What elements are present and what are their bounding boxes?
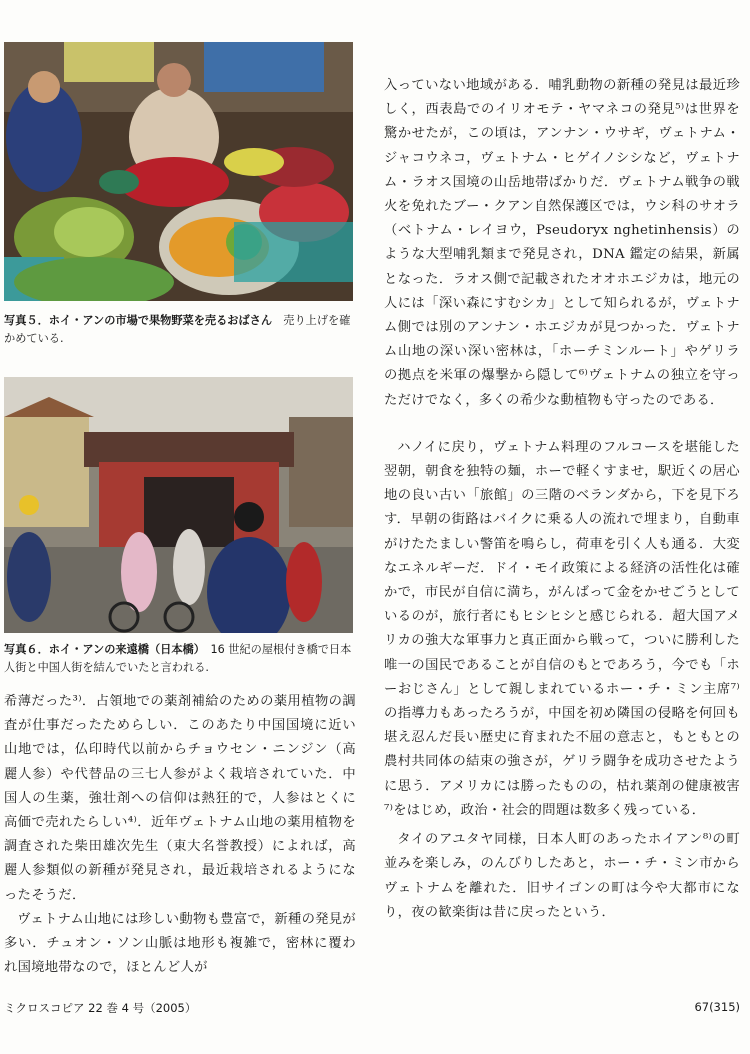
paragraph: 希薄だった³⁾．占領地での薬剤補給のための薬用植物の調査が仕事だったためらしい．このあたり中国国境に近い山地では，仏印時代以前からチョウセン・ニンジン（高麗人参）や代替品の三七人参がよく栽培されていた．中国人の生薬，強壮剤への信仰は熱狂的で，人参はとくに高価で売れたらしい⁴⁾．近年ヴェトナム山地の薬用植物を調査された柴田雄次先生（東大名誉教授）によれば，高麗人参類似の新種が発見され，最近栽培されるようになったそうだ．	[4, 694, 356, 903]
page-number: 67(315)	[694, 1000, 740, 1014]
photo5-caption-label: 写真５．ホイ・アンの市場で果物野菜を売るおばさん	[4, 314, 273, 327]
paragraph: ハノイに戻り，ヴェトナム料理のフルコースを堪能した翌朝，朝食を独特の麺，ホーで軽くすませ，駅近くの居心地の良い古い「旅館」の三階のベランダから，下を見下ろす．早朝の街路はバイクに乗る人の流れで埋まり，自動車がけたたましい警笛を鳴らし，荷車を引く人も通る．大変なエネルギーだ．ドイ・モイ政策による経済の活性化は確かで，市民が自信に満ち，がんばって金をかせごうとしているのが，旅行者にもヒシヒシと感じられる．超大国アメリカの強大な軍事力と真正面から戦って，ついに勝利した唯一の国民であることが自信のもとであろう，今でも「ホーおじさん」として親しまれているホー・チ・ミン主席⁷⁾の指導力もあったろうが，中国を初め隣国の侵略を何回も堪え忍んだ長い歴史に育まれた不屈の意志と，もともとの農村共同体の結束の強さが，ゲリラ闘争を成功させたように思う．アメリカには勝ったものの，枯れ薬剤の健康被害⁷⁾をはじめ，政治・社会的問題は数多く残っている．	[384, 439, 740, 818]
photo5-caption-text: 売り上げを確かめている.	[4, 314, 351, 345]
market-photo	[4, 42, 353, 301]
photo6-caption-label: 写真６．ホイ・アンの来遠橋（日本橋）	[4, 643, 200, 656]
right-column	[384, 74, 740, 925]
journal-citation: ミクロスコピア 22 巻 4 号（2005）	[4, 1001, 197, 1015]
photo6-caption	[4, 641, 354, 677]
paragraph: ヴェトナム山地には珍しい動物も豊富で，新種の発見が多い．チュオン・ソン山脈は地形も複雑で，密林に覆われ国境地帯なので，ほとんど人が	[4, 911, 356, 976]
paragraph: タイのアユタヤ同様，日本人町のあったホイアン⁸⁾の町並みを楽しみ，のんびりしたあと，ホー・チ・ミン市からヴェトナムを離れた．旧サイゴンの町は今や大都市になり，夜の歓楽街は昔に戻ったという．	[384, 832, 740, 920]
bridge-photo	[4, 377, 353, 633]
photo6-caption-text: 16 世紀の屋根付き橋で日本人街と中国人街を結んでいたと言われる.	[4, 643, 352, 674]
left-column	[4, 690, 356, 980]
photo5-caption	[4, 312, 354, 348]
paragraph: 入っていない地域がある．哺乳動物の新種の発見は最近珍しく，西表島でのイリオモテ・ヤマネコの発見⁵⁾は世界を驚かせたが，この頃は，アンナン・ウサギ，ヴェトナム・ジャコウネコ，ヴェトナム・ヒゲイノシシなど，ヴェトナム・ラオス国境の山岳地帯ばかりだ．ヴェトナム戦争の戦火を免れたブー・クアン自然保護区では，ウシ科のサオラ（ベトナム・レイヨウ，Pseudoryx nghetinhensis）のような大型哺乳類まで発見され，DNA 鑑定の結果，新属となった．ラオス側で記載されたオオホエジカは，地元の人には「深い森にすむシカ」として知られるが，ヴェトナム側では別のアンナン・ホエジカが見つかった．ヴェトナム山地の深い深い密林は，「ホーチミンルート」やゲリラの拠点を米軍の爆撃から隠して⁶⁾ヴェトナムの独立を守っただけでなく，多くの希少な動植物も守ったのである．	[384, 78, 740, 408]
